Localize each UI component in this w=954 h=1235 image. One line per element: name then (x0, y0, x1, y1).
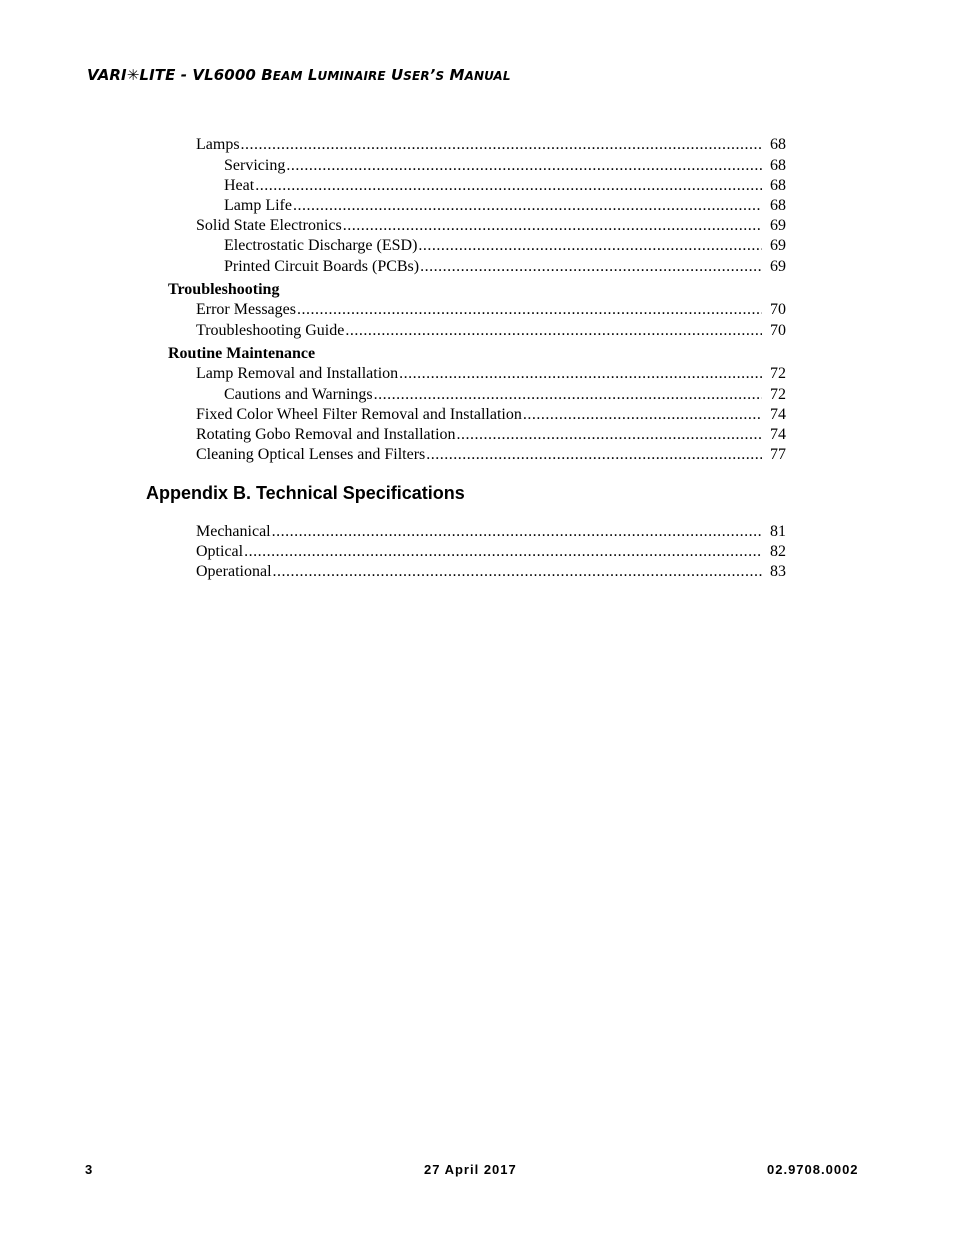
toc-entry-page: 69 (770, 258, 786, 275)
section-heading-routine-maintenance: Routine Maintenance (168, 345, 316, 362)
running-header (87, 66, 511, 84)
header-cap: U (385, 66, 404, 84)
toc-entry-page: 74 (770, 406, 786, 423)
toc-entry-troubleshooting-guide[interactable] (196, 321, 786, 341)
toc-entry-title: Lamp Removal and Installation (196, 365, 399, 382)
header-model: LITE - VL6000 B (139, 66, 273, 84)
toc-entry-page: 68 (770, 157, 786, 174)
appendix-b-heading[interactable]: Appendix B. Technical Specifications (146, 483, 465, 503)
toc-entry-title: Cleaning Optical Lenses and Filters (196, 446, 426, 463)
footer-page-number: 3 (85, 1162, 94, 1177)
toc-entry-cleaning[interactable] (196, 445, 786, 465)
toc-entry-title: Optical (196, 543, 244, 560)
section-heading-troubleshooting: Troubleshooting (168, 281, 280, 298)
toc-entry-page: 72 (770, 365, 786, 382)
toc-entry-page: 68 (770, 177, 786, 194)
toc-entry-esd[interactable] (224, 236, 786, 256)
toc-entry-color-wheel[interactable] (196, 405, 786, 425)
toc-entry-title: Cautions and Warnings (224, 386, 373, 403)
toc-entry-page: 70 (770, 301, 786, 318)
toc-entry-operational[interactable] (196, 562, 786, 582)
toc-entry-page: 69 (770, 217, 786, 234)
toc-entry-title: Lamp Life (224, 197, 292, 214)
toc-entry-title: Electrostatic Discharge (ESD) (224, 237, 418, 254)
toc-entry-page: 81 (770, 523, 786, 540)
header-smallcaps: UMINAIRE (317, 69, 386, 83)
toc-entry-gobo[interactable] (196, 425, 786, 445)
toc-entry-title: Lamps (196, 136, 240, 153)
dot-leader (297, 300, 762, 320)
toc-entry-cautions[interactable] (224, 385, 786, 405)
dot-leader (244, 542, 762, 562)
toc-entry-page: 70 (770, 322, 786, 339)
toc-entry-title: Fixed Color Wheel Filter Removal and Installation (196, 406, 522, 423)
header-cap: M (444, 66, 465, 84)
dot-leader (345, 321, 762, 341)
toc-entry-page: 68 (770, 197, 786, 214)
toc-entry-pcbs[interactable] (224, 257, 786, 277)
toc-entry-lamps[interactable] (196, 135, 786, 155)
dot-leader (523, 405, 762, 425)
toc-entry-lamp-removal[interactable] (196, 364, 786, 384)
header-star-glyph: ✳ (126, 66, 140, 84)
toc-entry-optical[interactable] (196, 542, 786, 562)
toc-entry-error-messages[interactable] (196, 300, 786, 320)
header-smallcaps: EAM (272, 69, 303, 83)
toc-entry-title: Heat (224, 177, 255, 194)
toc-entry-title: Printed Circuit Boards (PCBs) (224, 258, 420, 275)
toc-entry-title: Solid State Electronics (196, 217, 342, 234)
footer-date: 27 April 2017 (424, 1162, 517, 1177)
dot-leader (286, 156, 762, 176)
toc-entry-page: 74 (770, 426, 786, 443)
toc-entry-heat[interactable] (224, 176, 786, 196)
toc-entry-title: Mechanical (196, 523, 271, 540)
dot-leader (272, 522, 762, 542)
dot-leader (343, 216, 762, 236)
dot-leader (255, 176, 762, 196)
toc-entry-page: 69 (770, 237, 786, 254)
header-smallcaps: S (435, 69, 445, 83)
dot-leader (457, 425, 762, 445)
dot-leader (241, 135, 762, 155)
header-smallcaps: SER (403, 69, 430, 83)
toc-entry-page: 72 (770, 386, 786, 403)
toc-entry-title: Troubleshooting Guide (196, 322, 345, 339)
toc-entry-page: 68 (770, 136, 786, 153)
toc-entry-page: 82 (770, 543, 786, 560)
toc-entry-servicing[interactable] (224, 156, 786, 176)
toc-entry-solid-state[interactable] (196, 216, 786, 236)
header-apostrophe: ’ (429, 66, 436, 84)
dot-leader (399, 364, 762, 384)
dot-leader (418, 236, 762, 256)
footer-doc-number: 02.9708.0002 (767, 1162, 859, 1177)
header-brand-part: VARI (87, 66, 127, 84)
toc-entry-page: 83 (770, 563, 786, 580)
header-cap: L (302, 66, 318, 84)
dot-leader (374, 385, 762, 405)
toc-entry-page: 77 (770, 446, 786, 463)
toc-entry-title: Servicing (224, 157, 286, 174)
toc-entry-title: Error Messages (196, 301, 296, 318)
toc-entry-mechanical[interactable] (196, 522, 786, 542)
dot-leader (426, 445, 762, 465)
dot-leader (273, 562, 762, 582)
header-smallcaps: ANUAL (464, 69, 511, 83)
dot-leader (420, 257, 762, 277)
toc-entry-title: Rotating Gobo Removal and Installation (196, 426, 456, 443)
toc-entry-title: Operational (196, 563, 272, 580)
toc-entry-lamp-life[interactable] (224, 196, 786, 216)
dot-leader (293, 196, 762, 216)
